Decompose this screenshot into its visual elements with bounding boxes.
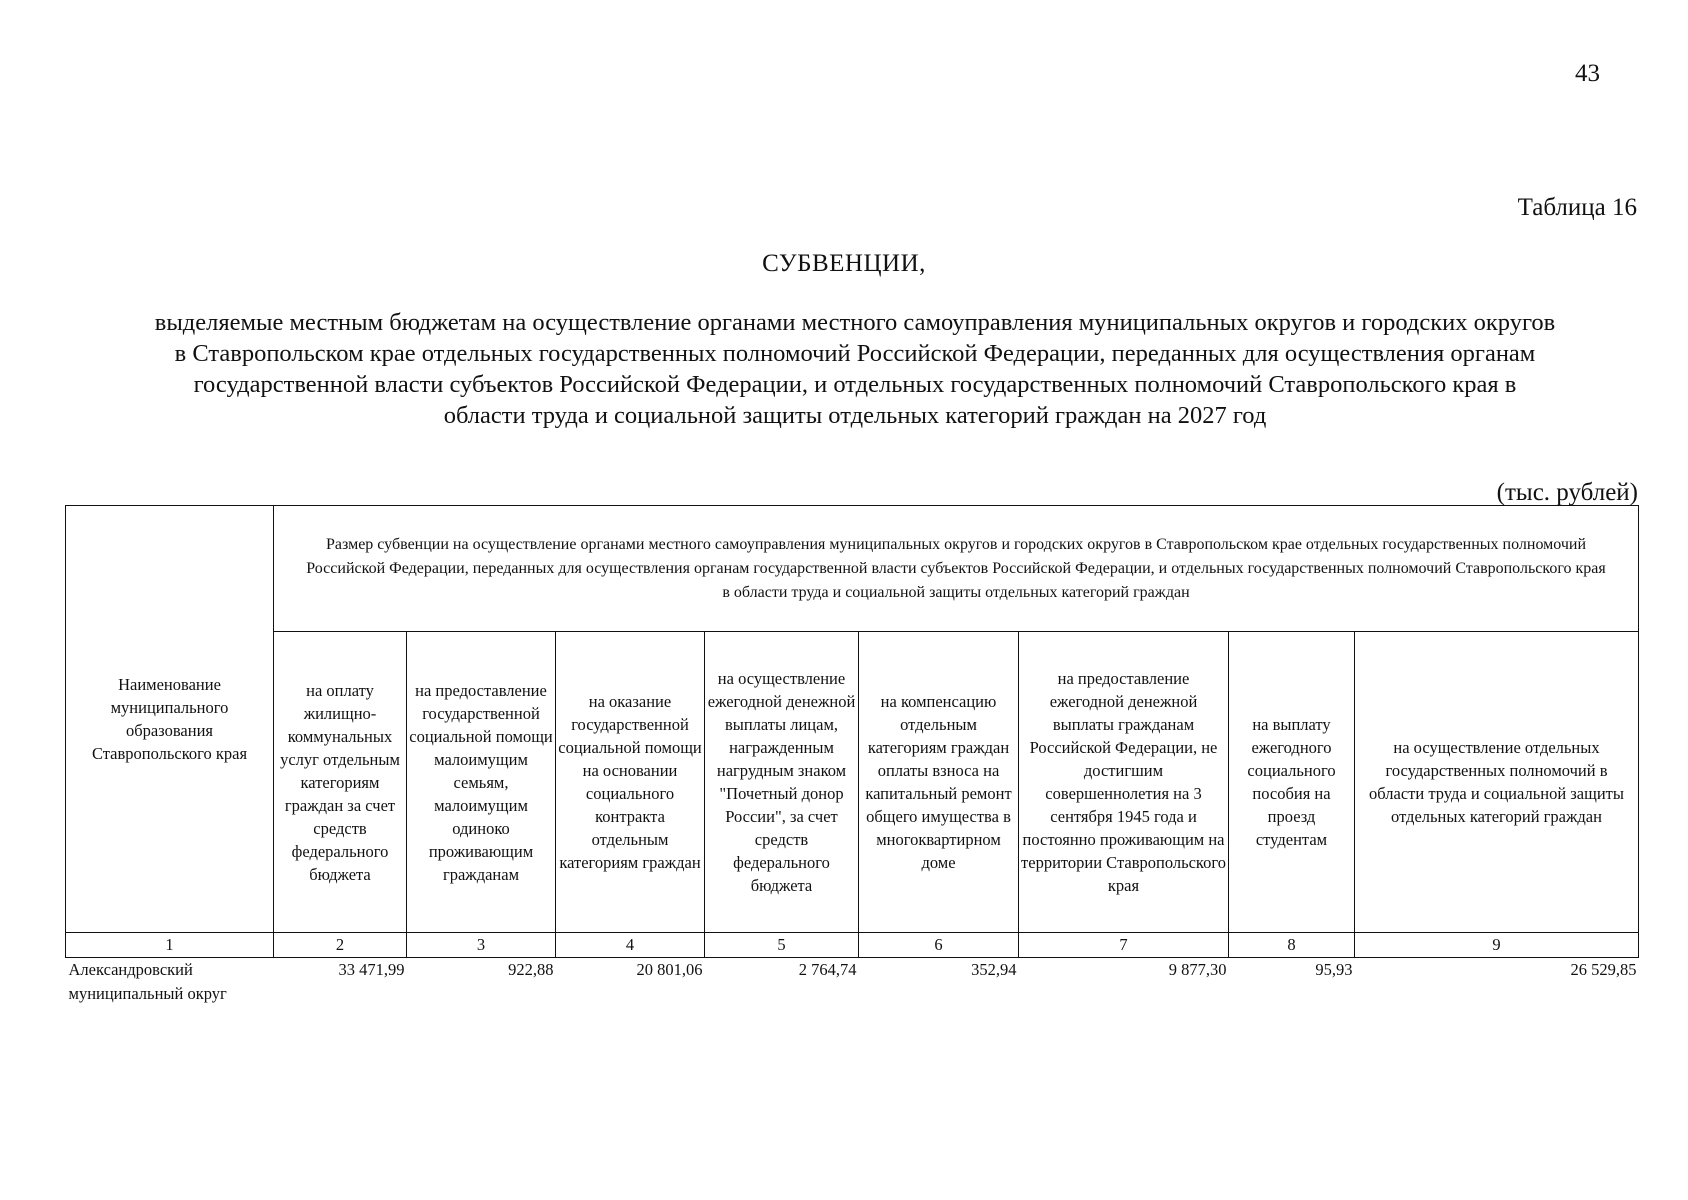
header-row-group bbox=[66, 506, 1639, 632]
table-label: Таблица 16 bbox=[1517, 194, 1637, 221]
document-title: СУБВЕНЦИИ, bbox=[762, 250, 926, 277]
header-col-9: на осуществление отдельных государственных полномочий в области труда и социальной защиты отдельных категорий граждан bbox=[1355, 632, 1639, 933]
header-subvention-group: Размер субвенции на осуществление органами местного самоуправления муниципальных округов и городских округов в Ставропольском крае отдельных государственных полномочий Российской Федерации, переданных для осуществления органам государственной власти субъектов Российской Федерации, и отдельных государственных полномочий Ставропольского края в области труда и социальной защиты отдельных категорий граждан bbox=[274, 506, 1639, 632]
units-label: (тыс. рублей) bbox=[1496, 479, 1638, 506]
header-col-7: на предоставление ежегодной денежной выплаты гражданам Российской Федерации, не достигшим совершеннолетия на 3 сентября 1945 года и постоянно проживающим на территории Ставропольского края bbox=[1019, 632, 1229, 933]
header-row-sub bbox=[66, 632, 1639, 933]
column-number: 2 bbox=[274, 933, 407, 958]
document-subtitle bbox=[60, 307, 1650, 431]
subvention-table bbox=[65, 505, 1639, 1006]
value-cell: 33 471,99 bbox=[338, 960, 405, 979]
column-number-row bbox=[66, 933, 1639, 958]
header-col-2: на оплату жилищно-коммунальных услуг отдельным категориям граждан за счет средств федерального бюджета bbox=[274, 632, 407, 933]
column-number: 3 bbox=[407, 933, 556, 958]
value-cell: 2 764,74 bbox=[798, 960, 857, 979]
column-number: 1 bbox=[66, 933, 274, 958]
subtitle-line: государственной власти субъектов Российской Федерации, и отдельных государственных полномочий Ставропольского края в bbox=[193, 371, 1517, 398]
column-number: 4 bbox=[556, 933, 705, 958]
column-number: 9 bbox=[1355, 933, 1639, 958]
page-number: 43 bbox=[1575, 60, 1600, 87]
subtitle-line: в Ставропольском крае отдельных государственных полномочий Российской Федерации, переданных для осуществления органам bbox=[174, 340, 1536, 367]
municipality-name: Александровский муниципальный округ bbox=[68, 960, 227, 1003]
header-municipality-name: Наименование муниципального образования Ставропольского края bbox=[66, 506, 274, 933]
subtitle-line: области труда и социальной защиты отдельных категорий граждан на 2027 год bbox=[443, 402, 1267, 429]
column-number: 7 bbox=[1019, 933, 1229, 958]
column-number: 8 bbox=[1229, 933, 1355, 958]
column-number: 5 bbox=[705, 933, 859, 958]
header-col-4: на оказание государственной социальной помощи на основании социального контракта отдельным категориям граждан bbox=[556, 632, 705, 933]
value-cell: 95,93 bbox=[1315, 960, 1353, 979]
column-number: 6 bbox=[859, 933, 1019, 958]
header-col-6: на компенсацию отдельным категориям граждан оплаты взноса на капитальный ремонт общего имущества в многоквартирном доме bbox=[859, 632, 1019, 933]
header-col-5: на осуществление ежегодной денежной выплаты лицам, награжденным нагрудным знаком "Почетный донор России", за счет средств федерального бюджета bbox=[705, 632, 859, 933]
header-col-3: на предоставление государственной социальной помощи малоимущим семьям, малоимущим одиноко проживающим гражданам bbox=[407, 632, 556, 933]
value-cell: 9 877,30 bbox=[1168, 960, 1227, 979]
value-cell: 352,94 bbox=[971, 960, 1017, 979]
header-col-8: на выплату ежегодного социального пособия на проезд студентам bbox=[1229, 632, 1355, 933]
table-row bbox=[66, 958, 1639, 1007]
value-cell: 20 801,06 bbox=[636, 960, 703, 979]
subtitle-line: выделяемые местным бюджетам на осуществление органами местного самоуправления муниципальных округов и городских округов bbox=[154, 309, 1556, 336]
value-cell: 26 529,85 bbox=[1570, 960, 1637, 979]
value-cell: 922,88 bbox=[508, 960, 554, 979]
